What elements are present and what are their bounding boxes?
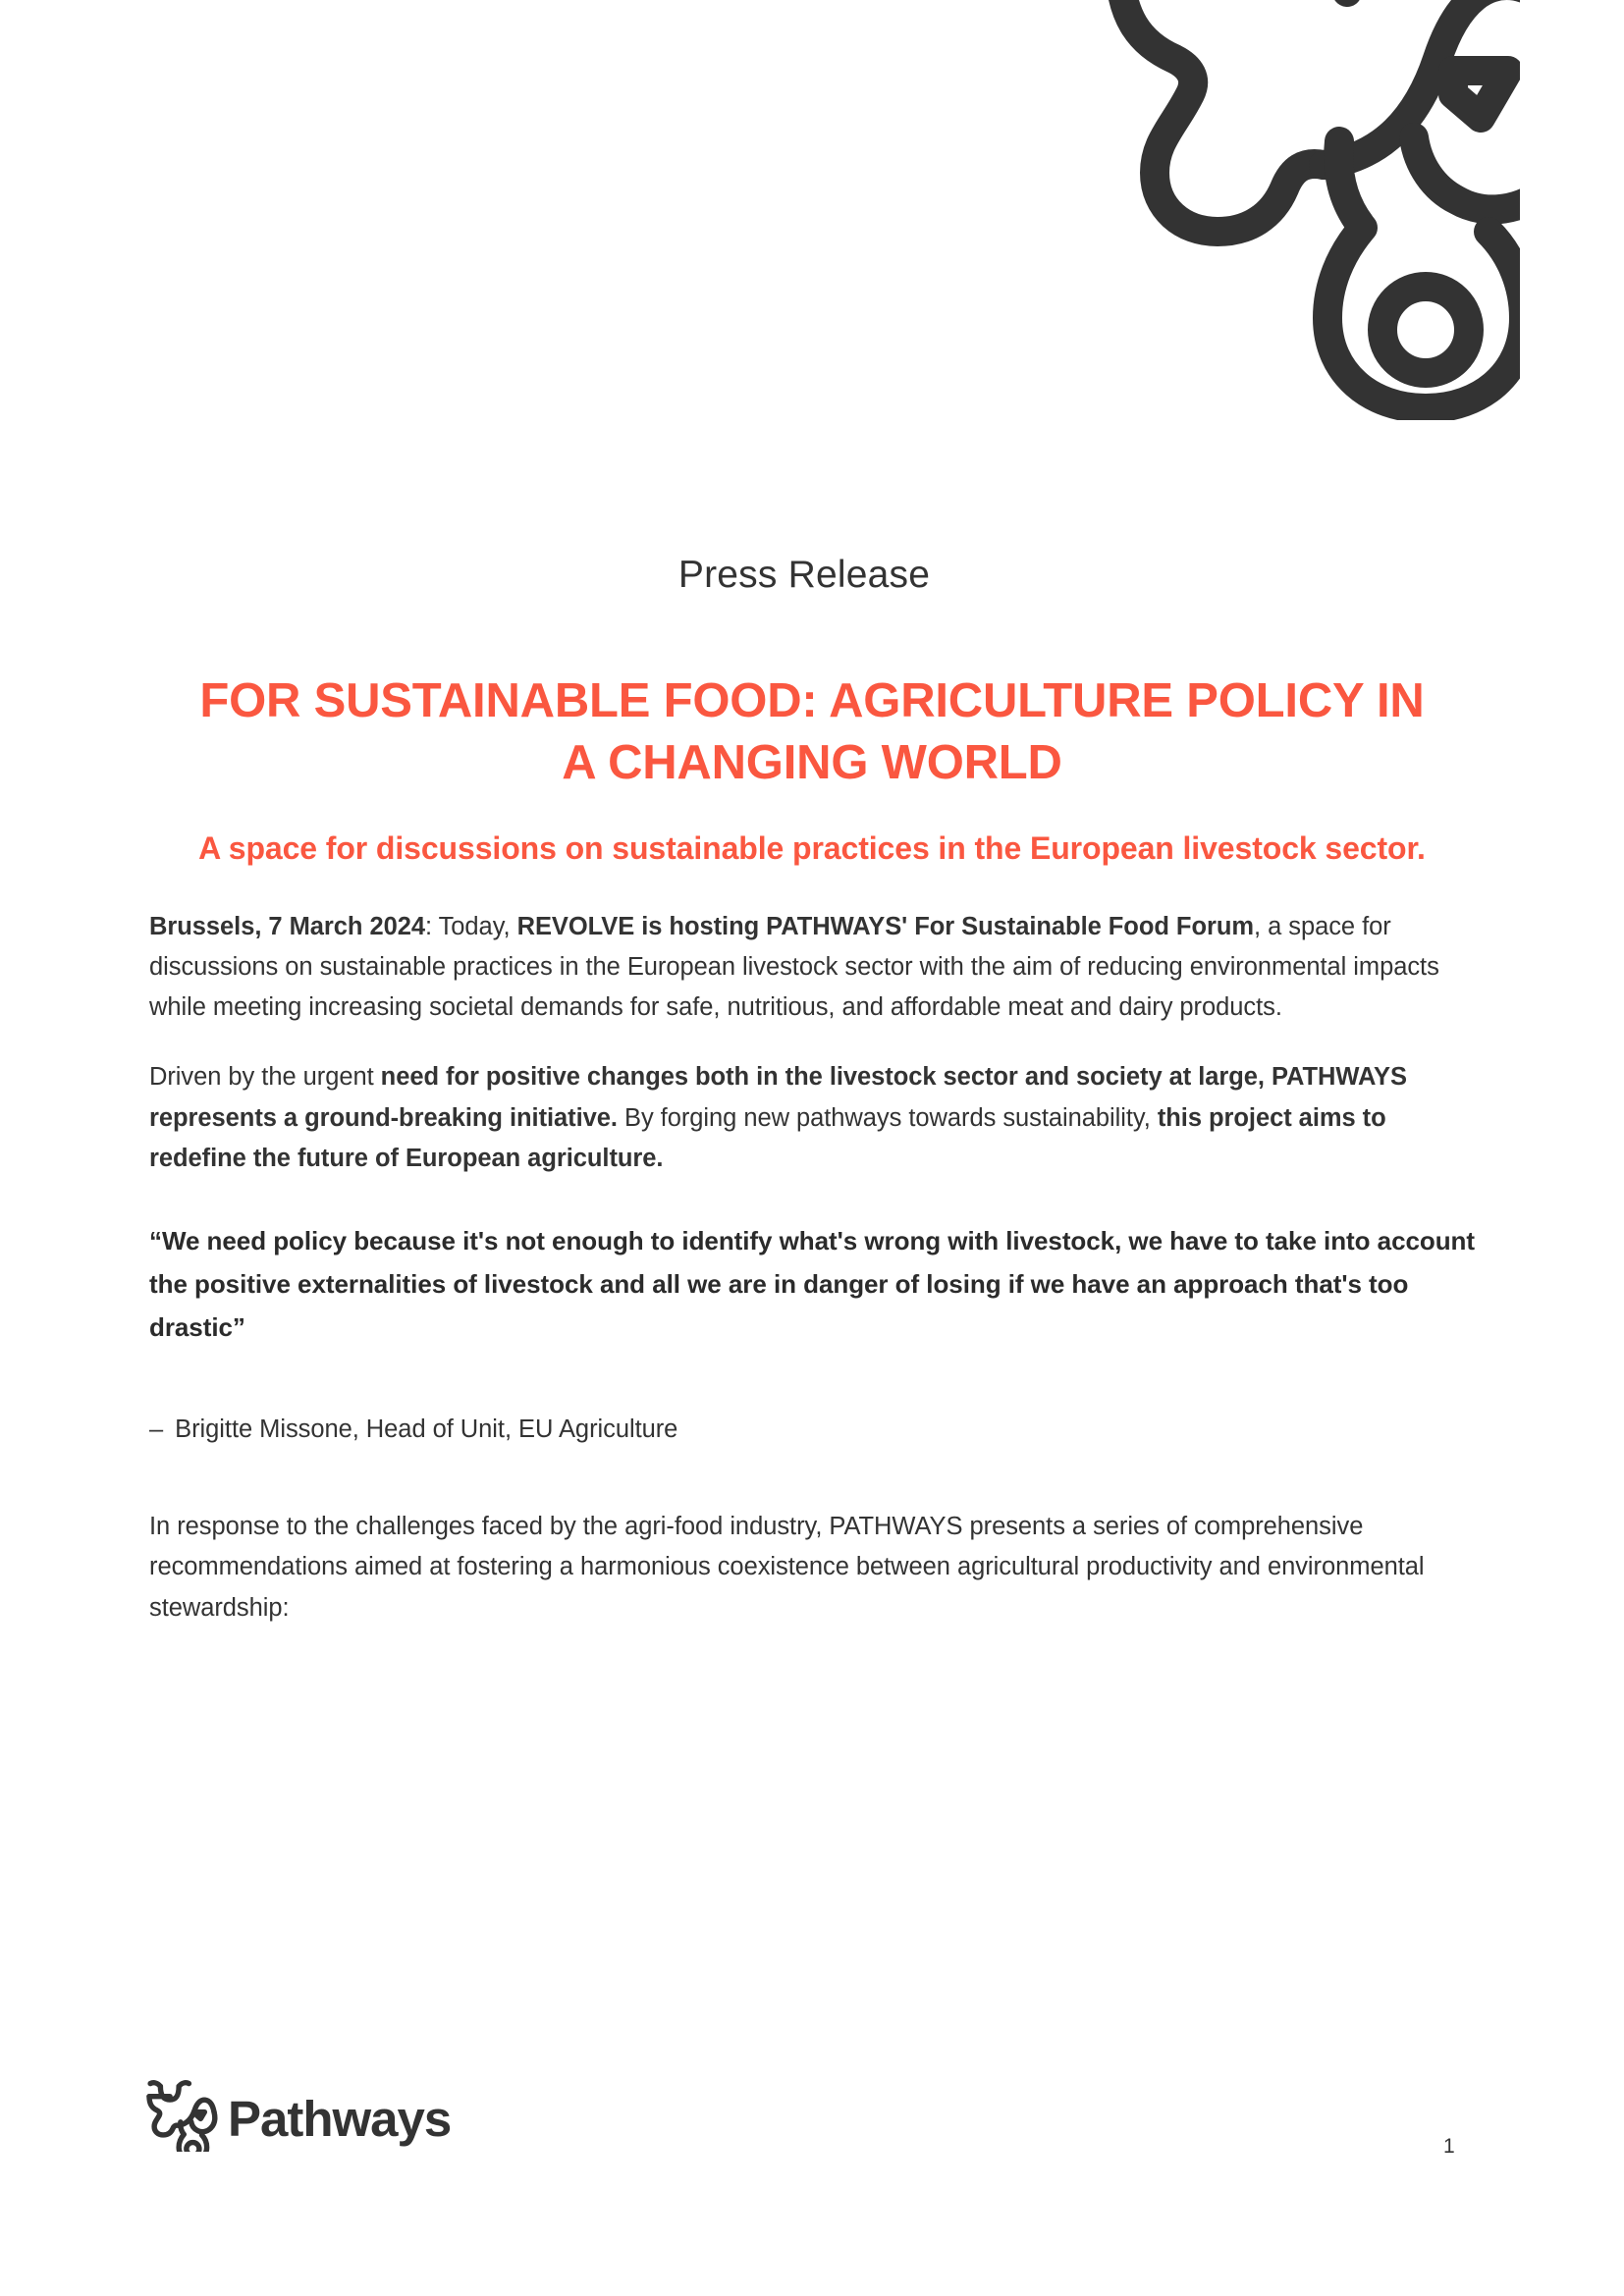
pathways-logo-footer [145, 2079, 451, 2152]
document-content [149, 0, 1475, 1629]
second-part2: By forging new pathways towards sustainability, [617, 1103, 1158, 1132]
lead-after-dateline: : Today, [424, 912, 517, 940]
second-bold1: need for positive changes both in the livestock sector and society at large, PATHWAYS represents a ground-breaking initiative. [149, 1063, 1407, 1132]
dateline: Brussels, 7 March 2024 [149, 912, 425, 940]
livestock-mark-icon [145, 2079, 218, 2152]
attribution-dash: – [149, 1415, 164, 1444]
pathways-logo-mark-footer [145, 2079, 218, 2152]
lead-rest: , a space for discussions on sustainable practices in the European livestock sector with the aim of reducing environmental impacts while meeting increasing societal demands for safe, nutritious, and affordable meat and dairy products. [149, 912, 1439, 1022]
pull-quote: “We need policy because it's not enough to identify what's wrong with livestock, we have to take into account the positive externalities of livestock and all we are in danger of losing if we have an approach that's too drastic” [149, 1226, 1475, 1342]
lead-bold-phrase: REVOLVE is hosting PATHWAYS' For Sustainable Food Forum [516, 912, 1255, 940]
second-bold2: this project aims to redefine the future of European agriculture. [149, 1103, 1386, 1173]
lead-paragraph [149, 907, 1475, 1029]
closing-paragraph: In response to the challenges faced by the agri-food industry, PATHWAYS presents a series of comprehensive recommendations aimed at fostering a harmonious coexistence between agricultural productivity and environmental stewardship: [149, 1513, 1425, 1622]
second-paragraph [149, 1057, 1475, 1179]
body-text [149, 872, 1475, 1629]
page-title: FOR SUSTAINABLE FOOD: AGRICULTURE POLICY IN A CHANGING WORLD [199, 673, 1425, 790]
press-release-kicker: Press Release [677, 554, 931, 596]
pathways-wordmark: Pathways [228, 2090, 452, 2147]
second-part1: Driven by the urgent [149, 1063, 381, 1092]
attribution-name: Brigitte Missone, Head of Unit, EU Agriculture [175, 1415, 678, 1444]
page-number: 1 [1443, 2135, 1455, 2158]
page-subtitle: A space for discussions on sustainable practices in the European livestock sector. [198, 830, 1426, 867]
quote-attribution [149, 1410, 1475, 1450]
